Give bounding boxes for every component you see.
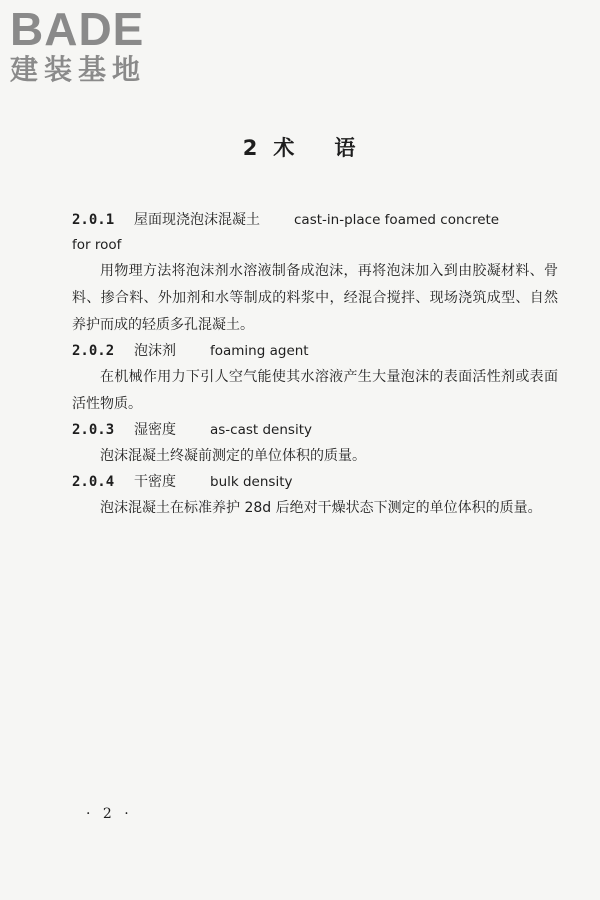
term-english: as-cast density [210,422,312,438]
term-entry [72,208,558,339]
logo-chinese-text: 建装基地 [10,53,147,86]
term-english: bulk density [210,474,293,490]
term-definition: 用物理方法将泡沫剂水溶液制备成泡沫，再将泡沫加入到由胶凝材料、骨料、掺合料、外加剂和水等制成的料浆中，经混合搅拌、现场浇筑成型、自然养护而成的轻质多孔混凝土。 [72,263,558,333]
term-chinese: 泡沫剂 [134,343,176,359]
term-number: 2.0.3 [72,422,115,438]
term-entry [72,418,558,470]
chapter-title [0,132,600,162]
term-chinese: 干密度 [134,474,176,490]
term-heading [72,339,558,364]
page-number: · 2 · [86,806,133,822]
term-english: cast-in-place foamed concrete [294,212,500,228]
term-number: 2.0.2 [72,343,115,359]
terms-section [72,208,558,522]
term-english: foaming agent [210,343,309,359]
chapter-title-char-1: 术 [273,136,297,160]
term-definition: 泡沫混凝土终凝前测定的单位体积的质量。 [100,448,366,464]
term-chinese: 湿密度 [134,422,176,438]
term-number: 2.0.4 [72,474,115,490]
term-entry [72,339,558,418]
chapter-title-char-2: 语 [334,136,358,160]
term-heading [72,208,558,233]
term-chinese: 屋面现浇泡沫混凝土 [134,212,260,228]
logo-latin-text: BADE [10,3,145,55]
term-heading [72,470,558,495]
term-definition: 泡沫混凝土在标准养护 28d 后绝对干燥状态下测定的单位体积的质量。 [100,500,542,516]
bade-logo [10,4,180,86]
chapter-number: 2 [242,136,260,160]
term-entry [72,470,558,522]
term-english-continuation: for roof [72,237,122,253]
term-number: 2.0.1 [72,212,115,228]
term-definition: 在机械作用力下引人空气能使其水溶液产生大量泡沫的表面活性剂或表面活性物质。 [72,369,558,412]
term-heading [72,418,558,443]
